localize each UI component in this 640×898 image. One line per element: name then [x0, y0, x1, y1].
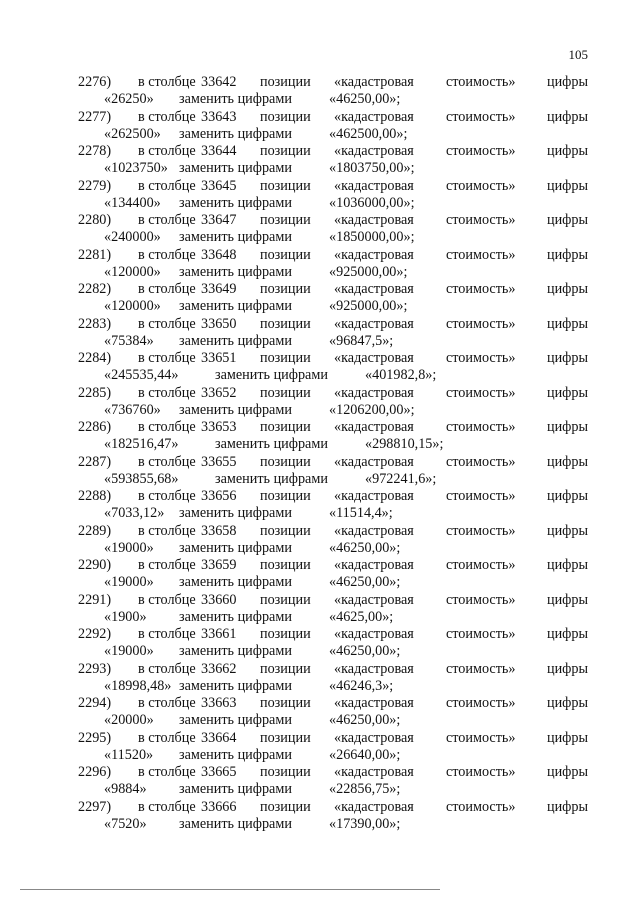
cadastral-label: «кадастровая	[334, 384, 414, 401]
replace-label: заменить цифрами	[179, 539, 292, 556]
in-column-label: в столбце	[138, 626, 196, 642]
item-line-1	[78, 454, 588, 471]
list-item	[78, 178, 588, 213]
list-item	[78, 109, 588, 144]
in-column-label: в столбце	[138, 350, 196, 366]
digits-label: цифры	[546, 729, 588, 746]
item-number: 2280)	[78, 212, 112, 228]
item-line-1	[78, 799, 588, 816]
item-line-1	[78, 592, 588, 609]
item-number: 2296)	[78, 764, 112, 780]
list-item	[78, 247, 588, 282]
replace-label: заменить цифрами	[179, 677, 292, 694]
cadastral-label: «кадастровая	[334, 419, 414, 435]
in-column-label: в столбце	[138, 798, 196, 815]
cadastral-label: «кадастровая	[334, 626, 414, 642]
old-value: «9884»	[104, 781, 147, 797]
digits-label: цифры	[546, 281, 588, 297]
cadastral-label: «кадастровая	[334, 74, 414, 90]
in-column-label: в столбце	[138, 246, 196, 263]
cost-label: стоимость»	[446, 177, 516, 194]
replace-label: заменить цифрами	[179, 401, 292, 418]
replace-label: заменить цифрами	[215, 470, 328, 487]
cost-label: стоимость»	[446, 384, 516, 401]
item-number: 2288)	[78, 488, 112, 504]
item-line-1	[78, 730, 588, 747]
old-value: «182516,47»	[104, 436, 179, 452]
new-value: «1803750,00»;	[329, 160, 415, 176]
item-number: 2287)	[78, 453, 112, 470]
position-label: позиции	[260, 453, 311, 470]
cost-label: стоимость»	[446, 419, 516, 435]
item-number: 2277)	[78, 108, 112, 125]
position-label: позиции	[260, 281, 311, 297]
old-value: «1023750»	[104, 160, 168, 176]
new-value: «925000,00»;	[329, 263, 408, 280]
list-item	[78, 212, 588, 247]
new-value: «22856,75»;	[329, 781, 401, 797]
position-label: позиции	[260, 488, 311, 504]
in-column-label: в столбце	[138, 764, 196, 780]
item-line-1	[78, 109, 588, 126]
item-number: 2283)	[78, 315, 112, 332]
replace-label: заменить цифрами	[179, 91, 292, 107]
item-line-2	[78, 505, 588, 522]
old-value: «19000»	[104, 574, 154, 590]
column-code: 33663	[201, 695, 237, 711]
column-code: 33666	[201, 798, 237, 815]
column-code: 33659	[201, 557, 237, 573]
position-label: позиции	[260, 74, 311, 90]
old-value: «1900»	[104, 608, 147, 625]
position-label: позиции	[260, 384, 311, 401]
replace-label: заменить цифрами	[179, 746, 292, 763]
replace-label: заменить цифрами	[179, 229, 292, 245]
cost-label: стоимость»	[446, 315, 516, 332]
position-label: позиции	[260, 626, 311, 642]
new-value: «46250,00»;	[329, 574, 401, 590]
digits-label: цифры	[546, 591, 588, 608]
old-value: «120000»	[104, 298, 161, 314]
item-line-2	[78, 747, 588, 764]
new-value: «96847,5»;	[329, 332, 394, 349]
list-item	[78, 316, 588, 351]
item-line-2	[78, 126, 588, 143]
item-number: 2291)	[78, 591, 112, 608]
old-value: «120000»	[104, 263, 161, 280]
cost-label: стоимость»	[446, 557, 516, 573]
item-line-2	[78, 264, 588, 281]
digits-label: цифры	[546, 74, 588, 90]
item-number: 2279)	[78, 177, 112, 194]
cost-label: стоимость»	[446, 660, 516, 677]
item-line-1	[78, 557, 588, 574]
new-value: «46250,00»;	[329, 91, 401, 107]
item-number: 2276)	[78, 74, 112, 90]
position-label: позиции	[260, 246, 311, 263]
list-item	[78, 385, 588, 420]
cadastral-label: «кадастровая	[334, 522, 414, 539]
position-label: позиции	[260, 764, 311, 780]
position-label: позиции	[260, 695, 311, 711]
cadastral-label: «кадастровая	[334, 488, 414, 504]
column-code: 33662	[201, 660, 237, 677]
item-line-1	[78, 419, 588, 436]
cost-label: стоимость»	[446, 453, 516, 470]
cadastral-label: «кадастровая	[334, 143, 414, 159]
item-line-2	[78, 781, 588, 798]
position-label: позиции	[260, 729, 311, 746]
cadastral-label: «кадастровая	[334, 557, 414, 573]
item-line-1	[78, 488, 588, 505]
page-number: 105	[568, 47, 588, 62]
in-column-label: в столбце	[138, 729, 196, 746]
in-column-label: в столбце	[138, 108, 196, 125]
new-value: «298810,15»;	[365, 436, 444, 452]
item-line-2	[78, 402, 588, 419]
item-line-2	[78, 609, 588, 626]
amendment-list	[78, 74, 588, 833]
new-value: «401982,8»;	[365, 367, 437, 383]
old-value: «7033,12»	[104, 505, 165, 521]
item-line-2	[78, 91, 588, 108]
item-number: 2278)	[78, 143, 112, 159]
item-line-2	[78, 298, 588, 315]
item-line-1	[78, 350, 588, 367]
new-value: «1850000,00»;	[329, 229, 415, 245]
item-number: 2281)	[78, 246, 112, 263]
list-item	[78, 350, 588, 385]
item-line-2	[78, 643, 588, 660]
digits-label: цифры	[546, 453, 588, 470]
digits-label: цифры	[546, 246, 588, 263]
cadastral-label: «кадастровая	[334, 729, 414, 746]
list-item	[78, 557, 588, 592]
replace-label: заменить цифрами	[179, 608, 292, 625]
item-line-2	[78, 367, 588, 384]
new-value: «46246,3»;	[329, 677, 394, 694]
cost-label: стоимость»	[446, 212, 516, 228]
cadastral-label: «кадастровая	[334, 695, 414, 711]
replace-label: заменить цифрами	[179, 160, 292, 176]
in-column-label: в столбце	[138, 177, 196, 194]
cost-label: стоимость»	[446, 350, 516, 366]
digits-label: цифры	[546, 143, 588, 159]
column-code: 33653	[201, 419, 237, 435]
position-label: позиции	[260, 798, 311, 815]
column-code: 33647	[201, 212, 237, 228]
in-column-label: в столбце	[138, 143, 196, 159]
list-item	[78, 74, 588, 109]
list-item	[78, 695, 588, 730]
item-line-2	[78, 574, 588, 591]
cost-label: стоимость»	[446, 798, 516, 815]
cost-label: стоимость»	[446, 108, 516, 125]
item-number: 2284)	[78, 350, 112, 366]
position-label: позиции	[260, 212, 311, 228]
item-line-1	[78, 385, 588, 402]
old-value: «20000»	[104, 712, 154, 728]
position-label: позиции	[260, 143, 311, 159]
cost-label: стоимость»	[446, 591, 516, 608]
column-code: 33652	[201, 384, 237, 401]
cost-label: стоимость»	[446, 488, 516, 504]
old-value: «7520»	[104, 815, 147, 832]
position-label: позиции	[260, 315, 311, 332]
cadastral-label: «кадастровая	[334, 453, 414, 470]
item-line-2	[78, 816, 588, 833]
cadastral-label: «кадастровая	[334, 660, 414, 677]
old-value: «593855,68»	[104, 470, 179, 487]
new-value: «4625,00»;	[329, 608, 394, 625]
list-item	[78, 730, 588, 765]
new-value: «11514,4»;	[329, 505, 393, 521]
in-column-label: в столбце	[138, 522, 196, 539]
replace-label: заменить цифрами	[179, 574, 292, 590]
footer-divider	[20, 889, 440, 890]
column-code: 33643	[201, 108, 237, 125]
position-label: позиции	[260, 591, 311, 608]
cadastral-label: «кадастровая	[334, 281, 414, 297]
digits-label: цифры	[546, 212, 588, 228]
cadastral-label: «кадастровая	[334, 246, 414, 263]
item-number: 2295)	[78, 729, 112, 746]
list-item	[78, 419, 588, 454]
cost-label: стоимость»	[446, 281, 516, 297]
column-code: 33665	[201, 764, 237, 780]
replace-label: заменить цифрами	[215, 367, 328, 383]
digits-label: цифры	[546, 419, 588, 435]
cadastral-label: «кадастровая	[334, 764, 414, 780]
item-line-2	[78, 712, 588, 729]
cost-label: стоимость»	[446, 246, 516, 263]
digits-label: цифры	[546, 522, 588, 539]
item-number: 2292)	[78, 626, 112, 642]
in-column-label: в столбце	[138, 419, 196, 435]
cadastral-label: «кадастровая	[334, 177, 414, 194]
digits-label: цифры	[546, 626, 588, 642]
list-item	[78, 764, 588, 799]
item-number: 2297)	[78, 798, 112, 815]
cost-label: стоимость»	[446, 74, 516, 90]
item-line-2	[78, 229, 588, 246]
cost-label: стоимость»	[446, 522, 516, 539]
item-number: 2293)	[78, 660, 112, 677]
cadastral-label: «кадастровая	[334, 108, 414, 125]
digits-label: цифры	[546, 384, 588, 401]
replace-label: заменить цифрами	[179, 815, 292, 832]
cadastral-label: «кадастровая	[334, 798, 414, 815]
item-line-2	[78, 471, 588, 488]
digits-label: цифры	[546, 764, 588, 780]
column-code: 33660	[201, 591, 237, 608]
item-line-1	[78, 626, 588, 643]
digits-label: цифры	[546, 660, 588, 677]
digits-label: цифры	[546, 350, 588, 366]
position-label: позиции	[260, 350, 311, 366]
replace-label: заменить цифрами	[179, 505, 292, 521]
item-number: 2290)	[78, 557, 112, 573]
position-label: позиции	[260, 522, 311, 539]
replace-label: заменить цифрами	[179, 643, 292, 659]
new-value: «46250,00»;	[329, 539, 401, 556]
new-value: «972241,6»;	[365, 470, 437, 487]
position-label: позиции	[260, 177, 311, 194]
item-number: 2285)	[78, 384, 112, 401]
replace-label: заменить цифрами	[179, 712, 292, 728]
list-item	[78, 626, 588, 661]
in-column-label: в столбце	[138, 591, 196, 608]
replace-label: заменить цифрами	[215, 436, 328, 452]
item-line-2	[78, 195, 588, 212]
cost-label: стоимость»	[446, 143, 516, 159]
old-value: «11520»	[104, 746, 154, 763]
column-code: 33656	[201, 488, 237, 504]
digits-label: цифры	[546, 798, 588, 815]
column-code: 33644	[201, 143, 237, 159]
cost-label: стоимость»	[446, 764, 516, 780]
in-column-label: в столбце	[138, 488, 196, 504]
item-line-2	[78, 540, 588, 557]
in-column-label: в столбце	[138, 660, 196, 677]
item-line-1	[78, 143, 588, 160]
digits-label: цифры	[546, 557, 588, 573]
item-line-1	[78, 661, 588, 678]
column-code: 33651	[201, 350, 237, 366]
old-value: «134400»	[104, 194, 161, 211]
new-value: «462500,00»;	[329, 125, 408, 142]
list-item	[78, 454, 588, 489]
old-value: «736760»	[104, 401, 161, 418]
old-value: «75384»	[104, 332, 154, 349]
list-item	[78, 799, 588, 834]
item-line-1	[78, 695, 588, 712]
old-value: «19000»	[104, 643, 154, 659]
old-value: «19000»	[104, 539, 154, 556]
in-column-label: в столбце	[138, 557, 196, 573]
column-code: 33648	[201, 246, 237, 263]
replace-label: заменить цифрами	[179, 125, 292, 142]
old-value: «26250»	[104, 91, 154, 107]
item-number: 2294)	[78, 695, 112, 711]
digits-label: цифры	[546, 315, 588, 332]
position-label: позиции	[260, 419, 311, 435]
old-value: «240000»	[104, 229, 161, 245]
item-line-1	[78, 316, 588, 333]
old-value: «18998,48»	[104, 677, 172, 694]
position-label: позиции	[260, 108, 311, 125]
new-value: «1206200,00»;	[329, 401, 415, 418]
column-code: 33645	[201, 177, 237, 194]
item-line-1	[78, 247, 588, 264]
new-value: «1036000,00»;	[329, 194, 415, 211]
column-code: 33658	[201, 522, 237, 539]
list-item	[78, 281, 588, 316]
cost-label: стоимость»	[446, 695, 516, 711]
cadastral-label: «кадастровая	[334, 591, 414, 608]
in-column-label: в столбце	[138, 281, 196, 297]
list-item	[78, 488, 588, 523]
old-value: «245535,44»	[104, 367, 179, 383]
digits-label: цифры	[546, 695, 588, 711]
new-value: «26640,00»;	[329, 746, 401, 763]
digits-label: цифры	[546, 177, 588, 194]
list-item	[78, 143, 588, 178]
item-number: 2286)	[78, 419, 112, 435]
replace-label: заменить цифрами	[179, 781, 292, 797]
item-line-2	[78, 436, 588, 453]
replace-label: заменить цифрами	[179, 194, 292, 211]
item-line-2	[78, 160, 588, 177]
in-column-label: в столбце	[138, 212, 196, 228]
item-line-1	[78, 74, 588, 91]
replace-label: заменить цифрами	[179, 298, 292, 314]
item-line-2	[78, 333, 588, 350]
column-code: 33664	[201, 729, 237, 746]
list-item	[78, 592, 588, 627]
in-column-label: в столбце	[138, 315, 196, 332]
list-item	[78, 523, 588, 558]
new-value: «46250,00»;	[329, 643, 401, 659]
cadastral-label: «кадастровая	[334, 315, 414, 332]
cadastral-label: «кадастровая	[334, 212, 414, 228]
item-line-1	[78, 212, 588, 229]
item-number: 2282)	[78, 281, 112, 297]
item-line-1	[78, 178, 588, 195]
new-value: «46250,00»;	[329, 712, 401, 728]
position-label: позиции	[260, 557, 311, 573]
in-column-label: в столбце	[138, 384, 196, 401]
replace-label: заменить цифрами	[179, 263, 292, 280]
position-label: позиции	[260, 660, 311, 677]
column-code: 33655	[201, 453, 237, 470]
item-line-1	[78, 764, 588, 781]
new-value: «925000,00»;	[329, 298, 408, 314]
column-code: 33642	[201, 74, 237, 90]
new-value: «17390,00»;	[329, 815, 401, 832]
list-item	[78, 661, 588, 696]
column-code: 33661	[201, 626, 237, 642]
item-line-1	[78, 523, 588, 540]
in-column-label: в столбце	[138, 74, 196, 90]
column-code: 33649	[201, 281, 237, 297]
item-number: 2289)	[78, 522, 112, 539]
in-column-label: в столбце	[138, 695, 196, 711]
item-line-2	[78, 678, 588, 695]
cost-label: стоимость»	[446, 729, 516, 746]
replace-label: заменить цифрами	[179, 332, 292, 349]
digits-label: цифры	[546, 108, 588, 125]
cadastral-label: «кадастровая	[334, 350, 414, 366]
cost-label: стоимость»	[446, 626, 516, 642]
item-line-1	[78, 281, 588, 298]
old-value: «262500»	[104, 125, 161, 142]
column-code: 33650	[201, 315, 237, 332]
in-column-label: в столбце	[138, 453, 196, 470]
digits-label: цифры	[546, 488, 588, 504]
